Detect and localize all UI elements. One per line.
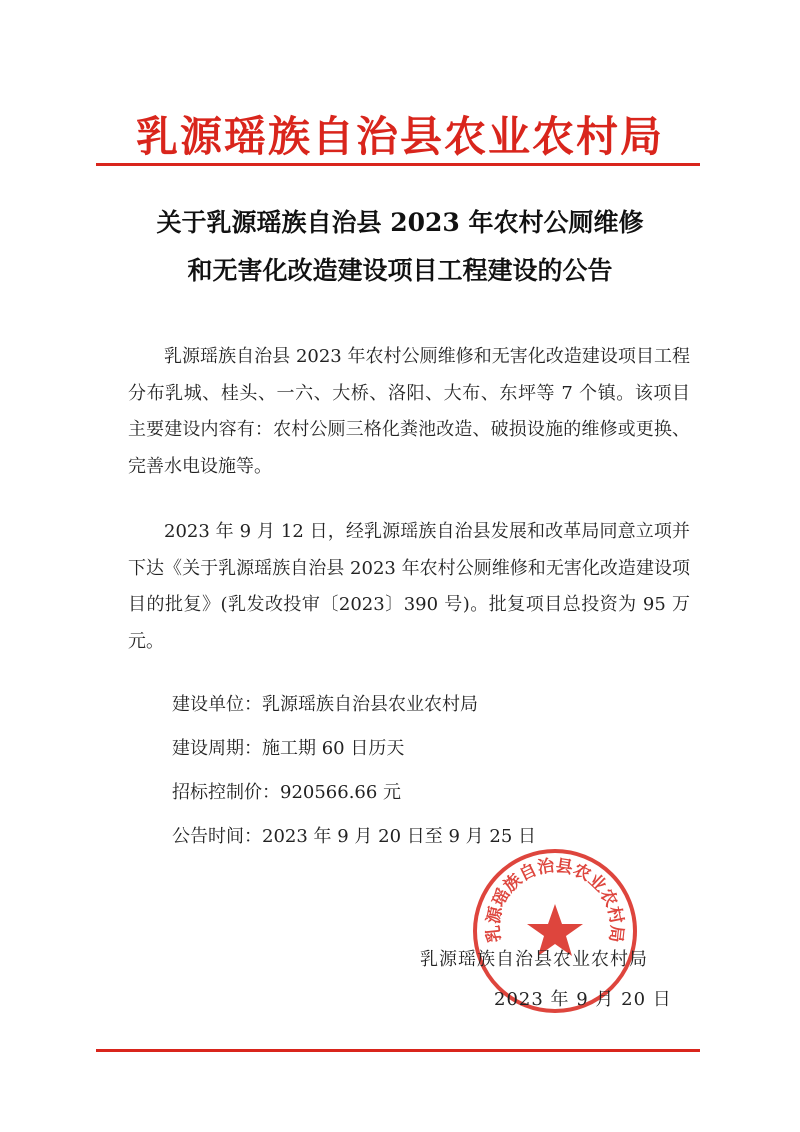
signature-date: 2023 年 9 月 20 日 bbox=[494, 989, 672, 1010]
field-label: 建设单位： bbox=[172, 694, 262, 715]
field-value: 乳源瑶族自治县农业农村局 bbox=[262, 694, 478, 715]
document-title-line-2: 和无害化改造建设项目工程建设的公告 bbox=[187, 256, 613, 285]
field-value: 施工期 60 日历天 bbox=[262, 738, 405, 759]
issuing-agency-header: 乳源瑶族自治县农业农村局 bbox=[135, 112, 664, 161]
field-control-price bbox=[172, 778, 401, 804]
field-construction-unit bbox=[172, 690, 478, 716]
field-label: 建设周期： bbox=[172, 738, 262, 759]
field-value: 920566.66 元 bbox=[280, 782, 402, 803]
header-red-rule bbox=[96, 163, 700, 166]
body-paragraph: 乳源瑶族自治县 2023 年农村公厕维修和无害化改造建设项目工程分布乳城、桂头、一六、大桥、洛阳、大布、东坪等 7 个镇。该项目主要建设内容有：农村公厕三格化粪池改造、破损设施的维修或更换、完善水电设施等。 bbox=[128, 346, 690, 477]
footer-red-rule bbox=[96, 1049, 700, 1052]
signature-organization: 乳源瑶族自治县农业农村局 bbox=[420, 949, 648, 970]
body-paragraph: 2023 年 9 月 12 日，经乳源瑶族自治县发展和改革局同意立项并下达《关于乳源瑶族自治县 2023 年农村公厕维修和无害化改造建设项目的批复》(乳发改投审〔2023〕390 号)。批复项目总投资为 95 万元。 bbox=[128, 521, 690, 652]
document-title-line-1: 关于乳源瑶族自治县 2023 年农村公厕维修 bbox=[156, 208, 644, 237]
field-label: 招标控制价： bbox=[172, 782, 280, 803]
field-construction-period bbox=[172, 734, 404, 760]
seal-text: 乳源瑶族自治县农业农村局 bbox=[483, 855, 627, 944]
field-value: 2023 年 9 月 20 日至 9 月 25 日 bbox=[262, 826, 537, 847]
field-label: 公告时间： bbox=[172, 826, 262, 847]
field-announcement-time bbox=[172, 822, 536, 848]
